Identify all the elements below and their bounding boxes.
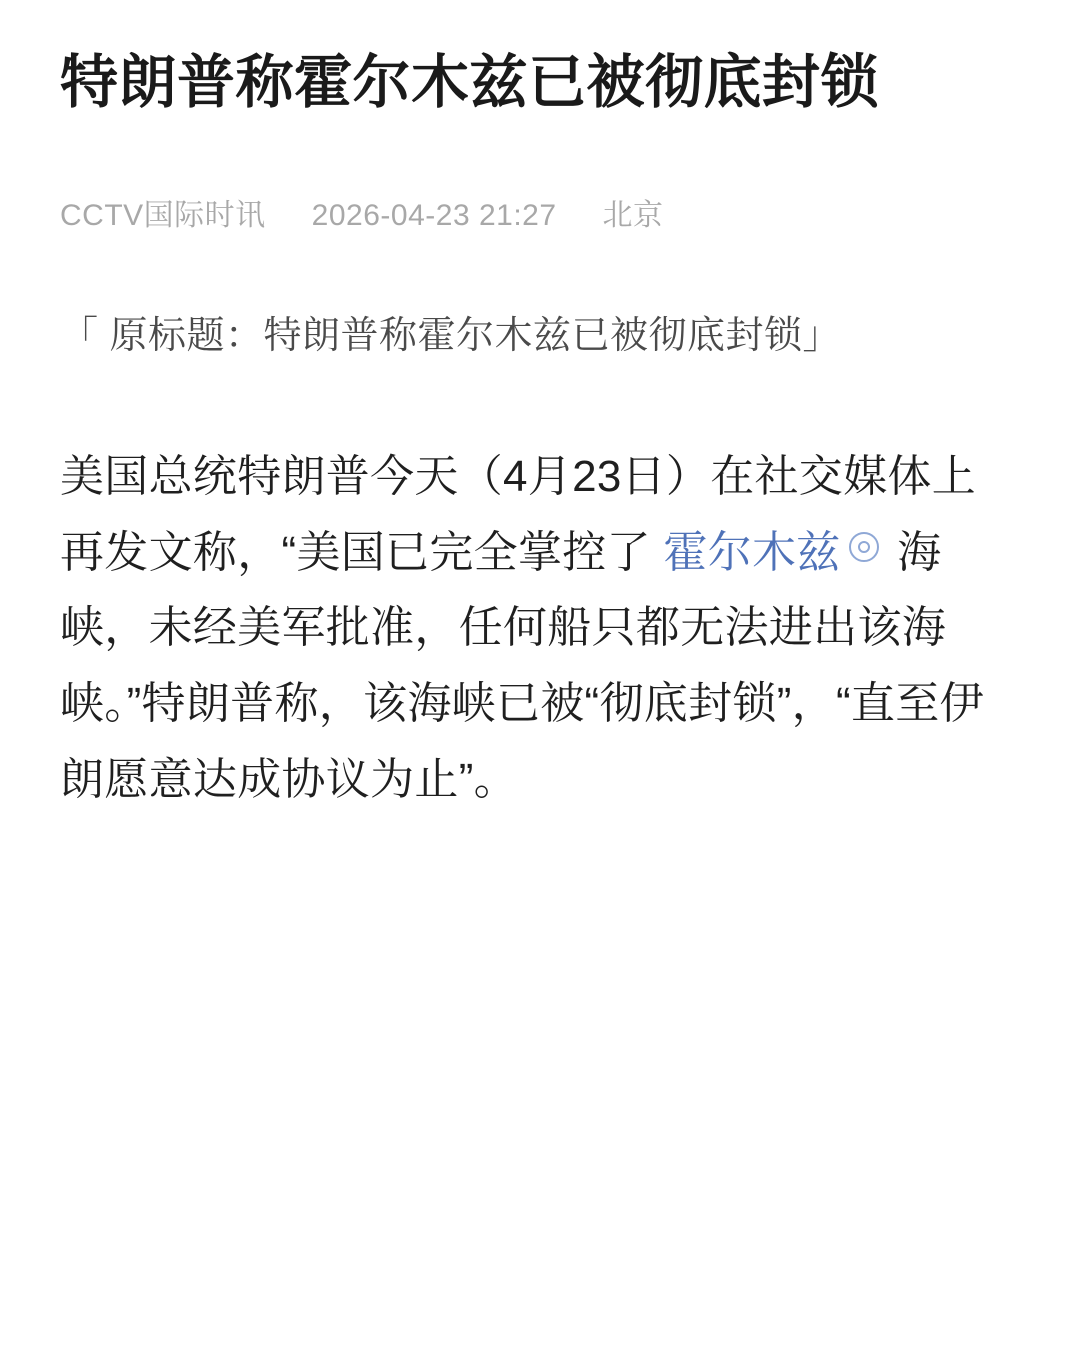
paragraph-text-part-2: 海峡，未经美军批准，任何船只都无法进出该海峡。”特朗普称，该海峡已被“彻底封锁”，“直至伊朗愿意达成协议为止”。	[60, 527, 984, 804]
paragraph-text-part-1: 美国总统特朗普今天（4月23日）在社交媒体上再发文称，“美国已完全掌控了	[60, 452, 977, 577]
meta-timestamp: 2026-04-23 21:27	[311, 198, 557, 232]
entity-link-hormuz[interactable]: 霍尔木兹	[663, 527, 841, 577]
article-meta	[60, 198, 1020, 234]
meta-source: CCTV国际时讯	[60, 198, 266, 232]
entity-badge-icon	[849, 532, 879, 562]
article-body-paragraph	[60, 439, 1020, 817]
page-title: 特朗普称霍尔木兹已被彻底封锁	[60, 50, 880, 115]
meta-location: 北京	[602, 198, 664, 232]
original-title: 「 原标题：特朗普称霍尔木兹已被彻底封锁」	[60, 314, 842, 357]
